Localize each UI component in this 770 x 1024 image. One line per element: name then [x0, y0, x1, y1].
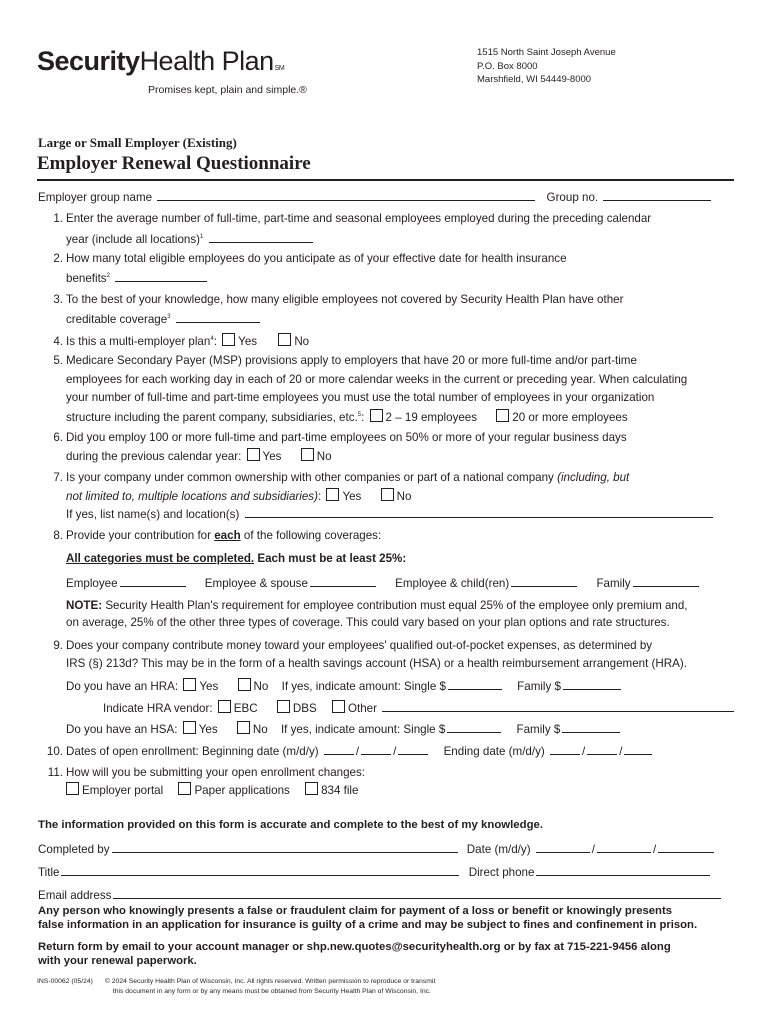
q3-number: 3. [53, 293, 63, 306]
q4-colon: : [213, 334, 217, 348]
q9-text: Does your company contribute money toward your employees' qualified out-of-pocket expenses, as determined by [66, 639, 653, 652]
question-1 [37, 211, 651, 226]
q6-yes-checkbox[interactable] [247, 448, 260, 461]
footer [37, 977, 435, 997]
q9-vendor-row [103, 700, 736, 716]
direct-phone-label: Direct phone [468, 866, 535, 879]
q9-other-label: Other [347, 702, 377, 715]
q1-text-2: year (include all locations) [66, 232, 201, 246]
q10-end-month-field[interactable] [550, 743, 580, 755]
q10-begin-year-field[interactable] [398, 743, 428, 755]
q5-2-19-checkbox[interactable] [370, 409, 383, 422]
q7-number: 7. [53, 471, 63, 484]
q8-note-line-1 [66, 598, 688, 613]
q8-children-label: Employee & child(ren) [395, 577, 510, 590]
tagline: Promises kept, plain and simple.® [148, 84, 307, 96]
q9-hra-no-label: No [253, 680, 269, 693]
q11-options-row [64, 782, 358, 798]
q9-hsa-no-label: No [252, 723, 268, 736]
q9-number: 9. [53, 639, 63, 652]
q9-hsa-no-checkbox[interactable] [237, 721, 250, 734]
copyright-line-2: this document in any form or by any means must be obtained from Security Health Plan of Wisconsin, Inc. [112, 988, 431, 995]
q4-footnote: 4 [210, 336, 214, 342]
q9-hra-row [66, 678, 623, 694]
date-label: Date (m/d/y) [466, 843, 531, 856]
question-10 [37, 743, 654, 759]
q7-names-field[interactable] [245, 506, 713, 518]
q11-text: How will you be submitting your open enrollment changes: [66, 766, 366, 779]
q9-ebc-label: EBC [233, 702, 258, 715]
q4-no-checkbox[interactable] [278, 333, 291, 346]
q9-hsa-family-label: Family $ [516, 723, 561, 736]
q9-hsa-label: Do you have an HSA: [66, 723, 178, 736]
email-field[interactable] [113, 887, 721, 899]
q5-20-plus-label: 20 or more employees [512, 410, 628, 424]
q8-employee-label: Employee [66, 577, 118, 590]
form-id: INS-00062 (05/24) [37, 978, 93, 985]
title-label: Title [38, 866, 60, 879]
question-7 [37, 470, 629, 485]
q5-text: Medicare Secondary Payer (MSP) provisions apply to employers that have 20 or more full-time and/or part-time [66, 354, 637, 367]
q5-line-3: your number of full-time and part-time employees you must use the total number of employees in your organization [66, 391, 655, 404]
q9-ebc-checkbox[interactable] [218, 700, 231, 713]
q11-portal-checkbox[interactable] [66, 782, 79, 795]
q2-text: How many total eligible employees do you anticipate as of your effective date for health insurance [66, 252, 567, 265]
email-row [38, 887, 723, 903]
q8-spouse-field[interactable] [310, 575, 376, 587]
q5-line-4 [66, 408, 628, 425]
q10-slash: / [582, 745, 586, 758]
q10-begin-month-field[interactable] [324, 743, 354, 755]
q7-text-italic: (including, but [557, 471, 630, 484]
q9-hra-yes-label: Yes [199, 680, 219, 693]
title-field[interactable] [61, 864, 459, 876]
date-month-field[interactable] [536, 841, 590, 853]
q1-answer-field[interactable] [209, 231, 313, 243]
q8-family-field[interactable] [633, 575, 699, 587]
q8-spouse-label: Employee & spouse [204, 577, 308, 590]
q11-834-checkbox[interactable] [305, 782, 318, 795]
q2-answer-field[interactable] [115, 270, 207, 282]
question-9 [37, 638, 652, 653]
question-1-line-2 [66, 230, 315, 247]
question-3 [37, 292, 623, 307]
q1-number: 1. [53, 212, 63, 225]
fraud-warning-line-2: false information in an application for insurance is guilty of a crime and may be subject to fines and confinement in prison. [38, 919, 698, 931]
q4-no-label: No [294, 334, 310, 348]
q11-paper-label: Paper applications [194, 784, 290, 797]
q4-text: Is this a multi-employer plan [66, 334, 211, 348]
title-row [38, 864, 712, 880]
q8-text-a: Provide your contribution for [66, 529, 211, 542]
q7-yes-label: Yes [342, 490, 362, 503]
employer-group-row [38, 189, 713, 205]
q10-end-day-field[interactable] [587, 743, 617, 755]
q5-20-plus-checkbox[interactable] [496, 409, 509, 422]
question-3-line-2 [66, 310, 262, 327]
q6-line-2 [66, 448, 332, 464]
q1-footnote: 1 [200, 234, 204, 240]
q7-text: Is your company under common ownership with other companies or part of a national company [66, 471, 554, 484]
mailing-address [477, 46, 616, 87]
completed-by-label: Completed by [38, 843, 110, 856]
address-line-1: 1515 North Saint Joseph Avenue [477, 47, 616, 58]
group-no-field[interactable] [603, 189, 711, 201]
q8-text-b: of the following coverages: [243, 529, 382, 542]
question-6 [37, 430, 627, 445]
question-4 [37, 332, 309, 349]
copyright-line-1: © 2024 Security Health Plan of Wisconsin, Inc. All rights reserved. Written permission to reproduce or transmit [104, 978, 436, 985]
q7-no-checkbox[interactable] [381, 488, 394, 501]
question-2-line-2 [66, 269, 209, 286]
q11-834-label: 834 file [321, 784, 359, 797]
q9-hra-family-label: Family $ [517, 680, 561, 693]
question-8 [37, 528, 381, 543]
form-title: Employer Renewal Questionnaire [37, 153, 311, 174]
q4-yes-checkbox[interactable] [222, 333, 235, 346]
q8-employee-field[interactable] [120, 575, 186, 587]
q8-requirement-underlined: All categories must be completed. [66, 552, 255, 565]
fraud-warning-line-1: Any person who knowingly presents a false or fraudulent claim for payment of a loss or benefit or knowingly presents [38, 905, 673, 917]
q10-begin-day-field[interactable] [361, 743, 391, 755]
q9-hsa-single-field[interactable] [447, 721, 501, 733]
q7-line-2 [66, 488, 411, 504]
q8-children-field[interactable] [511, 575, 577, 587]
q6-text: Did you employ 100 or more full-time and part-time employees on 50% or more of your regular business days [66, 431, 627, 444]
q6-no-checkbox[interactable] [301, 448, 314, 461]
employer-group-label: Employer group name [38, 191, 153, 204]
q4-number: 4. [53, 334, 63, 348]
q7-names-label: If yes, list name(s) and location(s) [66, 508, 240, 521]
q5-colon: : [361, 410, 365, 424]
q5-text-4: structure including the parent company, subsidiaries, etc. [66, 410, 358, 424]
q9-other-checkbox[interactable] [332, 700, 345, 713]
q2-text-2: benefits [66, 271, 107, 285]
attestation: The information provided on this form is accurate and complete to the best of my knowledge. [38, 819, 544, 831]
q9-hsa-family-field[interactable] [562, 721, 620, 733]
q11-portal-label: Employer portal [82, 784, 164, 797]
address-line-3: Marshfield, WI 54449-8000 [477, 74, 592, 85]
q7-colon: : [317, 490, 322, 503]
q7-line-3 [66, 506, 715, 522]
q5-number: 5. [53, 354, 63, 367]
q6-text-2: during the previous calendar year: [66, 450, 242, 463]
q7-text-2: not limited to, multiple locations and subsidiaries) [66, 490, 318, 503]
q8-number: 8. [53, 529, 63, 542]
q9-line-2: IRS (§) 213d? This may be in the form of a health savings account (HSA) or a health reimbursement arrangement (HRA). [66, 657, 687, 670]
q3-text: To the best of your knowledge, how many eligible employees not covered by Security Health Plan have other [66, 293, 624, 306]
q9-hsa-yes-checkbox[interactable] [183, 721, 196, 734]
q3-footnote: 3 [167, 314, 171, 320]
q2-footnote: 2 [106, 273, 110, 279]
q9-hra-single-field[interactable] [448, 678, 502, 690]
completed-by-row [38, 841, 716, 857]
q3-text-2: creditable coverage [66, 312, 168, 326]
date-day-field[interactable] [597, 841, 651, 853]
q10-slash: / [619, 745, 623, 758]
q7-no-label: No [396, 490, 412, 503]
title-divider [37, 179, 734, 181]
q9-hra-no-checkbox[interactable] [238, 678, 251, 691]
date-year-field[interactable] [658, 841, 714, 853]
date-slash: / [591, 843, 596, 856]
q6-no-label: No [316, 450, 332, 463]
question-5 [37, 353, 637, 368]
q9-hra-yes-checkbox[interactable] [183, 678, 196, 691]
completed-by-field[interactable] [112, 841, 458, 853]
employer-group-name-field[interactable] [157, 189, 535, 201]
q10-end-year-field[interactable] [624, 743, 652, 755]
q10-number: 10. [46, 745, 63, 758]
q4-yes-label: Yes [238, 334, 258, 348]
q11-paper-checkbox[interactable] [178, 782, 191, 795]
q8-family-label: Family [596, 577, 631, 590]
q9-hra-amount-label: If yes, indicate amount: Single $ [281, 680, 446, 693]
q9-hra-family-field[interactable] [563, 678, 621, 690]
q6-number: 6. [53, 431, 63, 444]
q11-number: 11. [47, 766, 63, 779]
q5-line-2: employees for each working day in each of 20 or more calendar weeks in the current or preceding year. When calculating [66, 373, 688, 386]
q8-note-label: NOTE: [66, 599, 103, 612]
q2-number: 2. [53, 252, 63, 265]
q10-end-label: Ending date (m/d/y) [443, 745, 545, 758]
q9-dbs-checkbox[interactable] [277, 700, 290, 713]
q9-other-vendor-field[interactable] [382, 700, 734, 712]
email-label: Email address [38, 889, 112, 902]
q8-note-text: Security Health Plan's requirement for employee contribution must equal 25% of the employee only premium and, [105, 599, 688, 612]
q8-contribution-row [66, 575, 701, 591]
question-2 [37, 251, 567, 266]
q9-hsa-row [66, 721, 622, 737]
form-subtitle: Large or Small Employer (Existing) [38, 135, 237, 150]
q9-dbs-label: DBS [292, 702, 317, 715]
address-line-2: P.O. Box 8000 [477, 60, 538, 72]
q8-requirement-text: Each must be at least 25%: [257, 552, 407, 565]
q6-yes-label: Yes [262, 450, 282, 463]
q5-2-19-label: 2 – 19 employees [385, 410, 478, 424]
q8-note-line-2: on average, 25% of the other three types of coverage. This could vary based on your plan options and rate structures. [66, 616, 670, 629]
q9-hra-label: Do you have an HRA: [66, 680, 179, 693]
q8-each: each [214, 529, 241, 542]
copyright [105, 977, 436, 997]
q1-text: Enter the average number of full-time, part-time and seasonal employees employed during the preceding calendar [66, 212, 652, 225]
q10-text: Dates of open enrollment: Beginning date (m/d/y) [66, 745, 319, 758]
q7-yes-checkbox[interactable] [326, 488, 339, 501]
return-instructions-line-2: with your renewal paperwork. [38, 955, 197, 967]
question-11 [37, 765, 365, 780]
q9-vendor-label: Indicate HRA vendor: [103, 702, 213, 715]
return-instructions-line-1: Return form by email to your account manager or shp.new.quotes@securityhealth.org or by fax at 715-221-9456 along [38, 941, 671, 953]
q9-hsa-yes-label: Yes [198, 723, 218, 736]
q10-slash: / [355, 745, 360, 758]
q9-hsa-amount-label: If yes, indicate amount: Single $ [280, 723, 446, 736]
q8-requirement [66, 551, 406, 566]
company-logo: SecurityHealth PlanSM [37, 46, 285, 76]
date-slash: / [653, 843, 657, 856]
direct-phone-field[interactable] [536, 864, 710, 876]
group-no-label: Group no. [546, 191, 599, 204]
q3-answer-field[interactable] [176, 311, 260, 323]
q10-slash: / [393, 745, 397, 758]
q5-footnote: 5 [357, 412, 362, 418]
